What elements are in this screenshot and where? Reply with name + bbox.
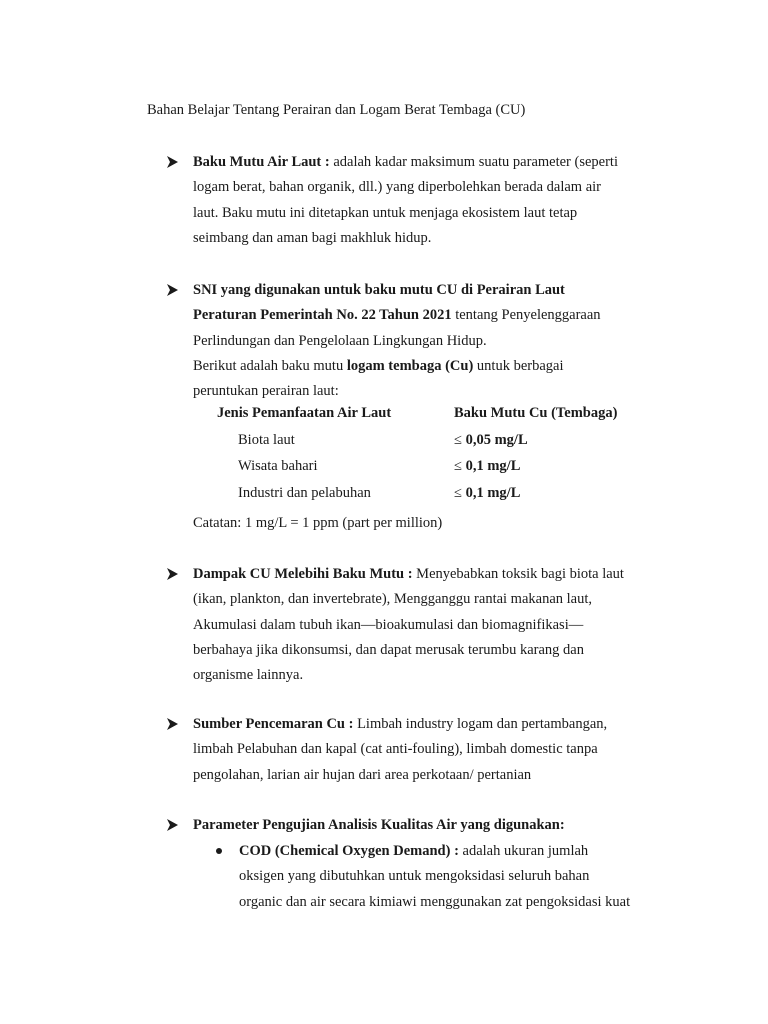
dampak-line-3: Akumulasi dalam tubuh ikan—bioakumulasi dan biomagnifikasi— — [193, 616, 584, 633]
le-sign: ≤ — [454, 484, 466, 501]
dampak-heading: Dampak CU Melebihi Baku Mutu : — [193, 566, 413, 582]
table-row — [166, 458, 646, 485]
limit-value: 0,05 mg/L — [465, 431, 528, 448]
dampak-line-1: Menyebabkan toksik bagi biota laut — [412, 566, 624, 582]
cod-line-1: adalah ukuran jumlah — [458, 843, 589, 859]
table-header-use: Jenis Pemanfaatan Air Laut — [217, 405, 392, 421]
limit-value: 0,1 mg/L — [465, 484, 521, 501]
sni-line-2: tentang Penyelenggaraan — [451, 307, 601, 324]
parameter-heading: Parameter Pengujian Analisis Kualitas Air yang digunakan: — [193, 817, 565, 833]
dampak-line-2: (ikan, plankton, dan invertebrate), Mengganggu rantai makanan laut, — [193, 591, 593, 608]
regulation-name: Peraturan Pemerintah No. 22 Tahun 2021 — [193, 307, 452, 324]
parameter-paragraph — [193, 813, 646, 838]
cod-paragraph — [239, 839, 656, 915]
table-row — [166, 485, 646, 512]
dampak-paragraph — [193, 562, 646, 688]
arrow-bullet-icon — [166, 151, 180, 173]
baku-mutu-line-3: laut. Baku mutu ini ditetapkan untuk menjaga ekosistem laut tetap — [193, 204, 578, 221]
cod-heading: COD (Chemical Oxygen Demand) : — [239, 843, 459, 859]
arrow-bullet-icon — [166, 563, 180, 585]
arrow-bullet-icon — [166, 814, 180, 836]
document-title: Bahan Belajar Tentang Perairan dan Logam Berat Tembaga (CU) — [147, 102, 526, 118]
table-cell-limit — [454, 432, 528, 449]
sumber-line-1: Limbah industry logam dan pertambangan, — [353, 716, 608, 732]
baku-mutu-paragraph — [193, 150, 646, 251]
sni-line-4-bold: logam tembaga (Cu) — [346, 357, 474, 374]
arrow-bullet-icon — [166, 713, 180, 735]
sni-line-5: peruntukan perairan laut: — [193, 383, 339, 400]
section-sni — [166, 278, 646, 531]
sni-line-4-pre: Berikut adalah baku mutu — [193, 357, 347, 374]
table-row — [166, 432, 646, 459]
cod-line-2: oksigen yang dibutuhkan untuk mengoksidasi seluruh bahan — [239, 868, 590, 885]
section-baku-mutu — [166, 150, 646, 251]
baku-mutu-line-4: seimbang dan aman bagi makhluk hidup. — [193, 229, 432, 246]
table-cell-use: Biota laut — [238, 431, 295, 448]
section-sumber — [166, 712, 646, 788]
list-item-cod — [216, 839, 656, 915]
limit-value: 0,1 mg/L — [465, 458, 521, 474]
baku-mutu-heading: Baku Mutu Air Laut : — [193, 154, 330, 170]
sni-line-4-post: untuk berbagai — [473, 357, 564, 374]
table-header-limit: Baku Mutu Cu (Tembaga) — [454, 405, 618, 421]
section-dampak — [166, 562, 646, 688]
sumber-paragraph — [193, 712, 646, 788]
bullet-dot-icon — [216, 848, 222, 854]
table-cell-use: Wisata bahari — [238, 458, 318, 474]
sumber-line-2: limbah Pelabuhan dan kapal (cat anti-fouling), limbah domestic tanpa — [193, 741, 598, 758]
sumber-line-3: pengolahan, larian air hujan dari area perkotaan/ pertanian — [193, 766, 532, 783]
dampak-line-5: organisme lainnya. — [193, 667, 304, 684]
table-cell-limit — [454, 458, 520, 475]
sni-paragraph — [193, 278, 646, 404]
cod-line-3: organic dan air secara kimiawi menggunakan zat pengoksidasi kuat — [239, 893, 631, 910]
sumber-heading: Sumber Pencemaran Cu : — [193, 716, 354, 732]
sni-heading: SNI yang digunakan untuk baku mutu CU di Perairan Laut — [193, 282, 565, 298]
table-note: Catatan: 1 mg/L = 1 ppm (part per million) — [193, 515, 443, 531]
section-parameter — [166, 813, 646, 838]
arrow-bullet-icon — [166, 279, 180, 301]
dampak-line-4: berbahaya jika dikonsumsi, dan dapat merusak terumbu karang dan — [193, 641, 584, 658]
baku-mutu-line-2: logam berat, bahan organik, dll.) yang diperbolehkan berada dalam air — [193, 179, 601, 196]
sni-line-3: Perlindungan dan Pengelolaan Lingkungan Hidup. — [193, 332, 487, 349]
cu-standard-table — [166, 405, 646, 511]
table-header-row — [166, 405, 646, 432]
table-cell-use: Industri dan pelabuhan — [238, 484, 371, 501]
baku-mutu-line-1: adalah kadar maksimum suatu parameter (seperti — [329, 154, 618, 170]
le-sign: ≤ — [454, 458, 466, 474]
table-cell-limit — [454, 485, 520, 502]
le-sign: ≤ — [454, 431, 466, 448]
